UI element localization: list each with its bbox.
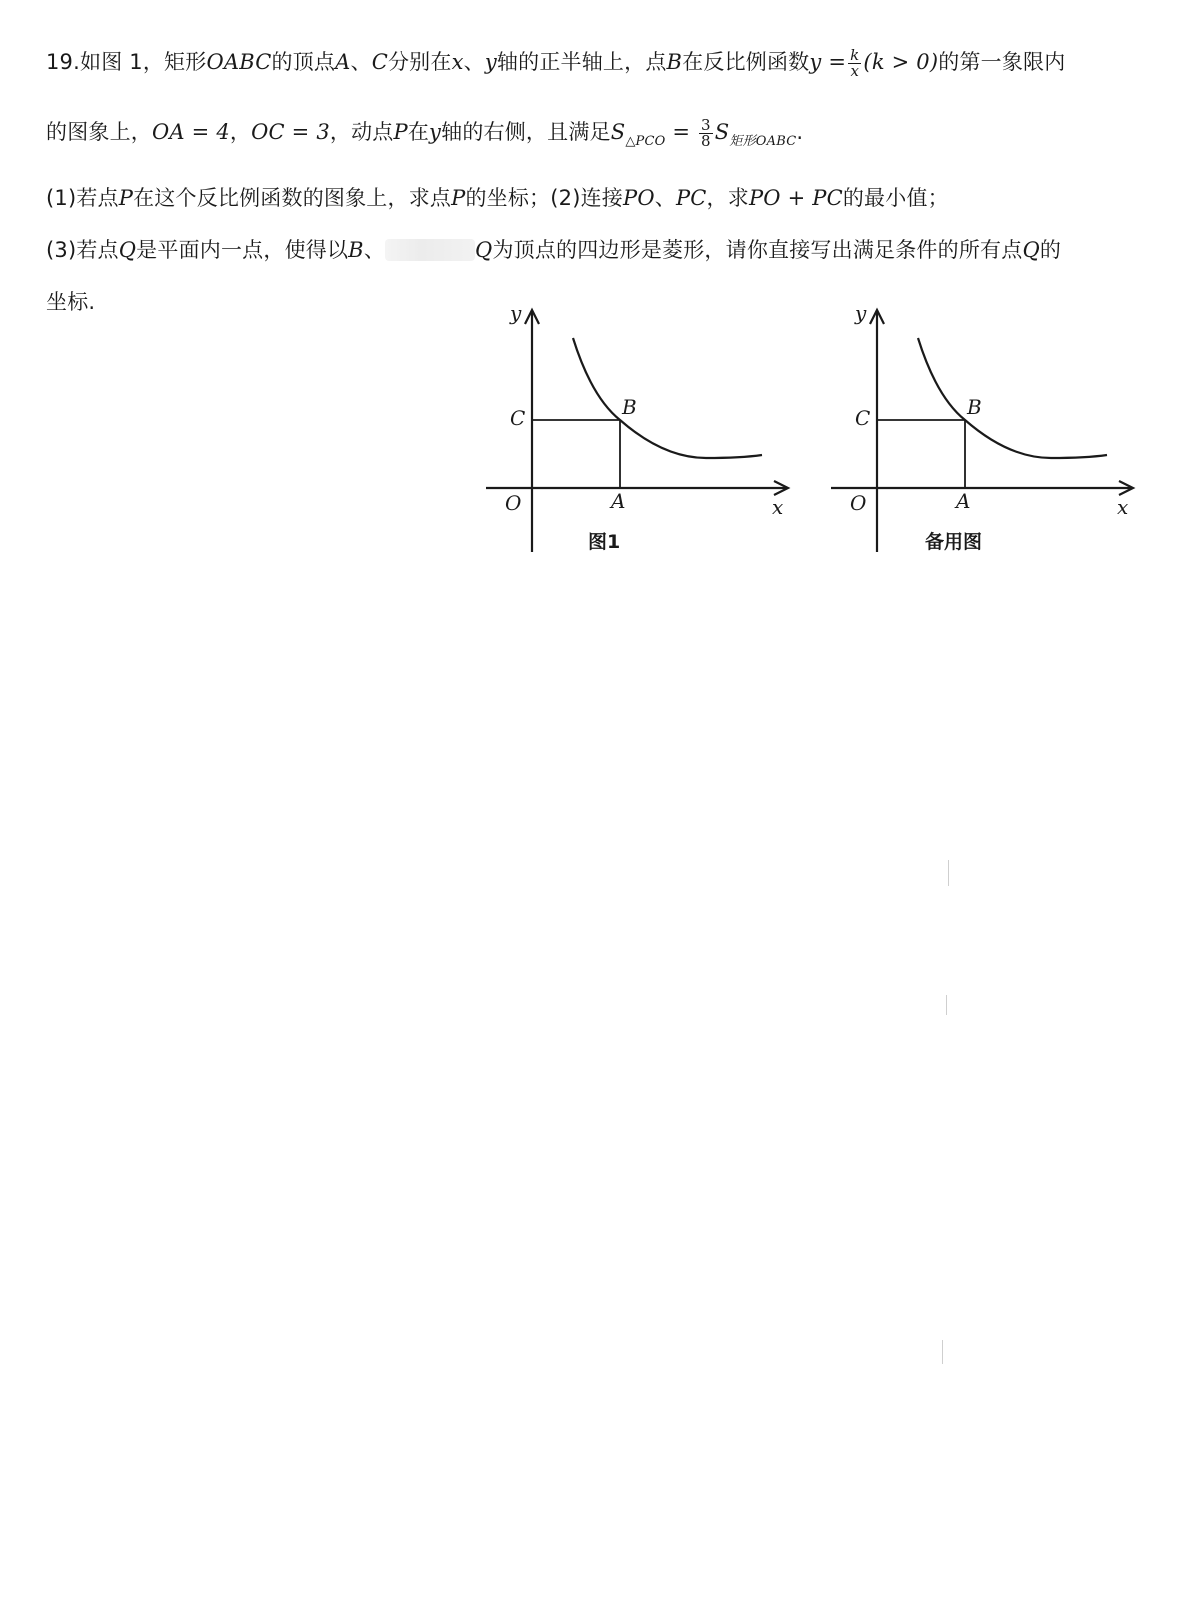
text: (3)若点 <box>46 238 119 262</box>
math-y: y <box>429 120 442 144</box>
text: 在这个反比例函数的图象上，求点 <box>133 186 452 210</box>
text: 轴的正半轴上，点 <box>496 50 667 74</box>
text: 如图 1，矩形 <box>80 50 207 74</box>
figure-1-svg <box>480 298 800 560</box>
function-lhs: y = <box>809 50 847 74</box>
condition-k: (k > 0) <box>863 50 939 74</box>
label-x: x <box>1117 495 1129 519</box>
math-rect: OABC <box>206 50 272 74</box>
math-pc: PC <box>675 186 707 210</box>
figure-1 <box>480 298 800 560</box>
text: ， <box>229 120 252 144</box>
label-y: y <box>510 301 522 325</box>
math-q: Q <box>118 238 137 262</box>
hyperbola-curve <box>573 338 762 458</box>
math-y: y <box>484 50 497 74</box>
label-x: x <box>772 495 784 519</box>
text: 的 <box>1039 238 1062 262</box>
math-a: A <box>335 50 351 74</box>
fraction-3-over-8 <box>699 115 713 150</box>
text: . <box>796 120 804 144</box>
fraction-numerator: k <box>850 45 860 64</box>
obscured-text-region <box>385 239 475 261</box>
figure-caption: 图1 <box>588 531 621 553</box>
label-y: y <box>855 301 867 325</box>
text: (1)若点 <box>46 186 119 210</box>
math-b: B <box>666 50 683 74</box>
text: 在反比例函数 <box>682 50 810 74</box>
text: 为顶点的四边形是菱形，请你直接写出满足条件的所有点 <box>492 238 1023 262</box>
text: 分别在 <box>387 50 452 74</box>
area-rect-subscript: 矩形OABC <box>729 134 797 149</box>
math-oa: OA = 4 <box>152 120 230 144</box>
text: 在 <box>407 120 430 144</box>
area-triangle-subscript: △PCO <box>625 134 666 149</box>
math-c: C <box>371 50 388 74</box>
math-x: x <box>451 50 464 74</box>
label-b: B <box>967 395 982 419</box>
label-a: A <box>611 489 626 513</box>
problem-line-1 <box>46 46 1065 79</box>
problem-line-5 <box>46 286 95 316</box>
scan-artifact <box>948 860 949 886</box>
problem-line-2 <box>46 116 803 149</box>
text: 的坐标；(2)连接 <box>465 186 623 210</box>
math-p: P <box>118 186 134 210</box>
text: 、 <box>350 50 372 74</box>
text: 的图象上， <box>46 120 152 144</box>
fraction-denominator: x <box>850 61 860 80</box>
scan-artifact <box>942 1340 943 1364</box>
label-b: B <box>622 395 637 419</box>
text: 坐标. <box>46 290 96 314</box>
figure-caption: 备用图 <box>925 531 983 553</box>
problem-line-4 <box>46 234 1061 264</box>
text: 、 <box>363 238 386 262</box>
math-q: Q <box>1022 238 1040 262</box>
equals-sign: = <box>665 120 698 144</box>
label-o: O <box>505 491 522 515</box>
label-a: A <box>956 489 971 513</box>
fraction-numerator: 3 <box>701 115 711 134</box>
area-triangle-symbol: S <box>610 120 626 144</box>
text: ，动点 <box>329 120 394 144</box>
math-q: Q <box>475 238 493 262</box>
area-rect-symbol: S <box>714 120 730 144</box>
text: 、 <box>654 186 676 210</box>
figure-2-svg <box>825 298 1145 560</box>
text: 轴的右侧，且满足 <box>441 120 611 144</box>
math-oc: OC = 3 <box>251 120 330 144</box>
problem-line-3 <box>46 182 949 212</box>
math-sum: PO + PC <box>748 186 843 210</box>
problem-number: 19. <box>46 50 80 74</box>
text: 是平面内一点，使得以 <box>136 238 349 262</box>
figure-2-backup <box>825 298 1145 560</box>
label-c: C <box>855 406 871 430</box>
math-po: PO <box>622 186 655 210</box>
scan-artifact <box>946 995 947 1015</box>
label-o: O <box>850 491 867 515</box>
text: 、 <box>463 50 485 74</box>
math-p: P <box>451 186 466 210</box>
fraction-denominator: 8 <box>701 131 711 150</box>
hyperbola-curve <box>918 338 1107 458</box>
math-b: B <box>348 238 364 262</box>
label-c: C <box>510 406 526 430</box>
text: 的第一象限内 <box>938 50 1066 74</box>
math-p: P <box>393 120 408 144</box>
text: ，求 <box>706 186 749 210</box>
fraction-k-over-x <box>848 45 861 80</box>
text: 的最小值； <box>842 186 949 210</box>
text: 的顶点 <box>271 50 336 74</box>
